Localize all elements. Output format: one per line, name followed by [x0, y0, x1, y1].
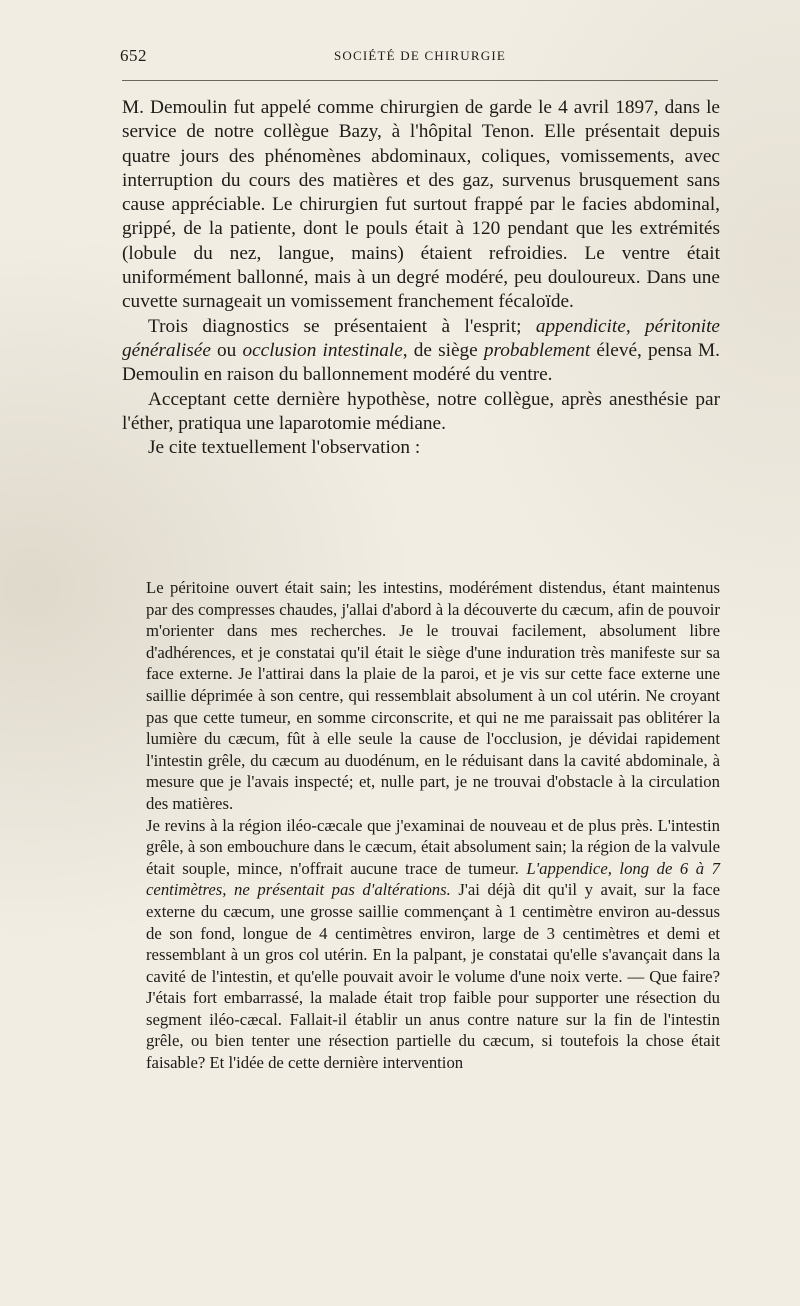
paragraph-2-italic-3: probablement	[483, 339, 591, 361]
paragraph-2-text-3: , de siège	[402, 339, 484, 361]
quote-paragraph-2	[146, 815, 720, 1074]
paragraph-4: Je cite textuellement l'observation :	[148, 437, 421, 459]
header-rule	[122, 80, 718, 81]
paragraph-2-text-4: élevé, pensa M. Demoulin en raison du ballonnement modéré du ventre.	[122, 339, 720, 386]
paragraph-2-text-2: ou	[210, 339, 243, 361]
quote-paragraph-2-text-2: J'ai déjà dit qu'il y avait, sur la face externe du cæcum, une grosse saillie commençant à 1 centimètre environ au-dessus de son fond, longue de 4 centimètres environ, large de 3 centimètres et demi et ressemblant à un gros col utérin. En la palpant, je constatai qu'elle s'avançait dans la cavité de l'intestin, et qu'elle pouvait avoir le volume d'une noix verte. — Que faire? J'étais fort embarrassé, la malade était trop faible pour supporter une résection du segment iléo-cæcal. Fallait-il établir un anus contre nature sur la fin de l'intestin grêle, ou bien tenter une résection partielle du cæcum, si toutefois la chose était faisable? Et l'idée de cette dernière intervention	[146, 880, 720, 1073]
quote-paragraph-2-italic-1: L'appendice, long de 6 à 7 centimètres, ne présentait pas d'altérations.	[146, 858, 720, 900]
paragraph-1: M. Demoulin fut appelé comme chirurgien de garde le 4 avril 1897, dans le service de notre collègue Bazy, à l'hôpital Tenon. Elle présentait depuis quatre jours des phénomènes abdominaux, coliques, vomissements, avec interruption du cours des matières et des gaz, survenus brusquement sans cause appréciable. Le chirurgien fut surtout frappé par le facies abdominal, grippé, de la patiente, dont le pouls était à 120 pendant que les extrémités (lobule du nez, langue, mains) étaient refroidies. Le ventre était uniformément ballonné, mais à un degré modéré, peu douloureux. Dans une cuvette surnageait un vomissement franchement fécaloïde.	[122, 97, 720, 313]
paragraph-2-italic-1: appendicite, péritonite généralisée	[122, 315, 720, 361]
paragraph-2	[122, 315, 720, 388]
running-title: SOCIÉTÉ DE CHIRURGIE	[333, 48, 507, 63]
quote-paragraph-1: Le péritoine ouvert était sain; les intestins, modérément distendus, étant maintenus par des compresses chaudes, j'allai d'abord à la découverte du cæcum, afin de pouvoir m'orienter dans mes recherches. Je le trouvai facilement, absolument libre d'adhérences, et je constatai qu'il était le siège d'une induration très manifeste sur sa face externe. Je l'attirai dans la plaie de la paroi, et je vis sur cette face externe une saillie déprimée à son centre, qui ressemblait absolument à un col utérin. Ne croyant pas que cette tumeur, en somme circonscrite, et qui ne me paraissait pas oblitérer la lumière du cæcum, fût à elle seule la cause de l'occlusion, je dévidai rapidement l'intestin grêle, du cæcum au duodénum, en le réduisant dans la cavité abdominale, à mesure que je l'avais inspecté; et, nulle part, je ne trouvai d'obstacle à la circulation des matières.	[146, 578, 720, 813]
paragraph-2-text-1: Trois diagnostics se présentaient à l'esprit;	[148, 315, 536, 337]
paragraph-3: Acceptant cette dernière hypothèse, notre collègue, après anesthésie par l'éther, pratiqua une laparotomie médiane.	[122, 388, 720, 434]
quote-paragraph-2-text-1: Je revins à la région iléo-cæcale que j'examinai de nouveau et de plus près. L'intestin grêle, à son embouchure dans le cæcum, était absolument sain; la région de la valvule était souple, mince, n'offrait aucune trace de tumeur.	[146, 815, 720, 878]
page-number: 652	[120, 46, 147, 65]
quoted-observation	[146, 577, 720, 1074]
paragraph-2-italic-2: occlusion intestinale	[242, 339, 403, 361]
body-text	[122, 96, 720, 460]
page-header	[120, 46, 720, 68]
